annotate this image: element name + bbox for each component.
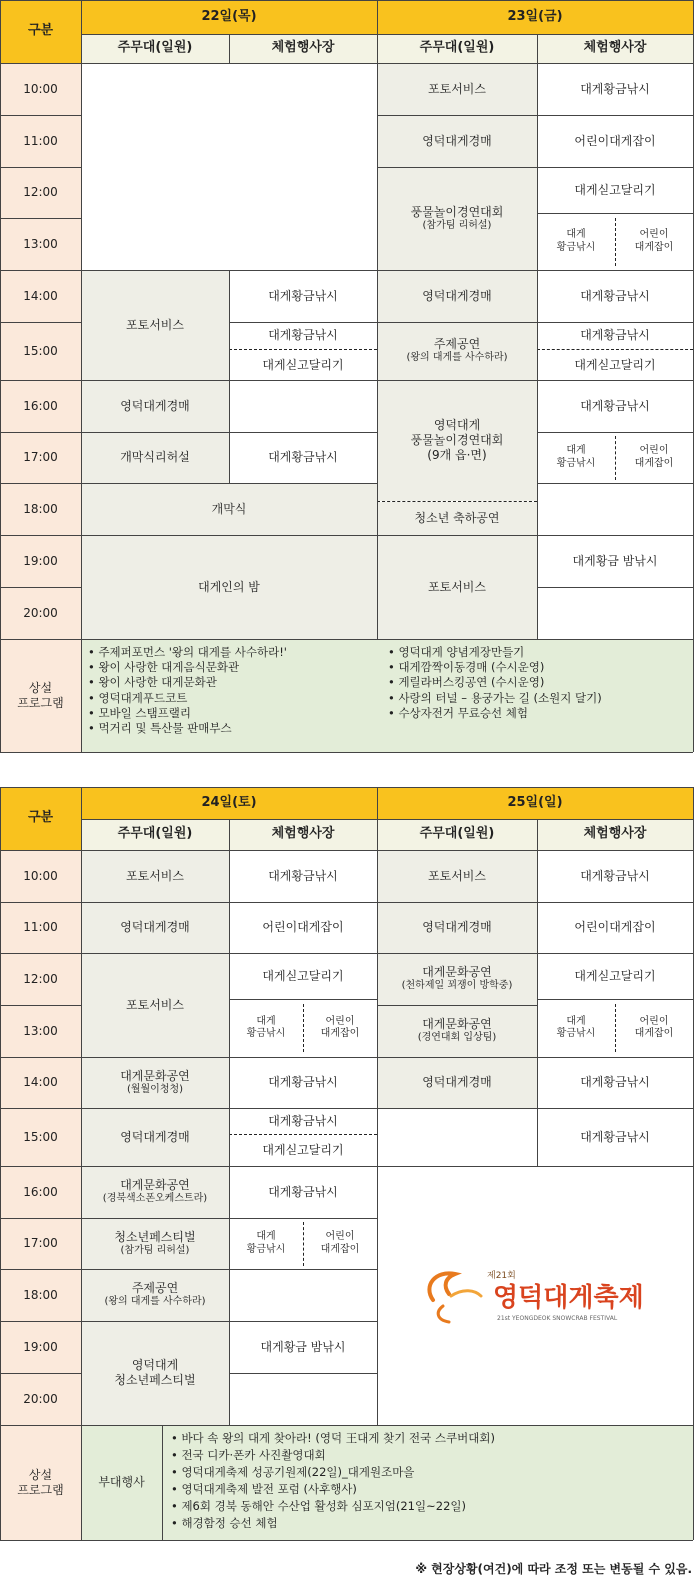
column-header-experience: 체험행사장 [537,34,693,63]
event-theme-performance: 주제공연 (왕의 대게를 사수하라) [377,322,537,380]
event-photo-service: 포토서비스 [377,535,537,639]
list-item: • 먹거리 및 특산물 판매부스 [88,721,232,736]
list-item: • 영덕대게축제 발전 포럼 (사후행사) [171,1482,357,1496]
event-photo-service: 포토서비스 [81,270,229,380]
list-item: • 모바일 스탬프랠리 [88,705,191,720]
event-crab-auction: 영덕대게경매 [377,1057,537,1108]
list-item: • 대게깜짝이동경매 (수시운영) [388,660,545,675]
empty-slot [229,1269,377,1321]
event-kids-crab-catch: 어린이 대게잡이 [303,1218,377,1269]
list-item: • 주제퍼포먼스 '왕의 대게를 사수하라!' [88,645,287,659]
empty-slot [377,1108,537,1166]
permanent-program-list [88,645,287,736]
event-kids-crab-catch: 어린이 대게잡이 [615,999,693,1057]
list-item: • 영덕대게푸드코트 [88,690,188,705]
event-golden-fishing: 대게황금낚시 [229,432,377,483]
list-item: • 게릴라버스킹공연 (수시운영) [388,675,545,690]
event-kids-crab-catch: 어린이 대게잡이 [615,213,693,270]
schedule-table-2 [0,787,700,1557]
permanent-program-label: 상설 프로그램 [0,639,81,752]
event-crab-race: 대게싣고달리기 [537,953,693,999]
list-item: • 왕이 사랑한 대게문화관 [88,675,217,690]
column-header-experience: 체험행사장 [229,819,377,850]
empty-slot [229,1373,377,1425]
time-cell: 18:00 [0,1269,81,1321]
divider [537,349,693,350]
event-culture-performance: 대게문화공연 (월월이청청) [81,1057,229,1108]
event-kids-crab-catch: 어린이대게잡이 [537,902,693,953]
event-youth-festival: 영덕대게 청소년페스티벌 [81,1321,229,1425]
time-cell: 20:00 [0,587,81,639]
time-cell: 10:00 [0,63,81,115]
time-cell: 20:00 [0,1373,81,1425]
permanent-program-list [171,1430,495,1532]
event-pungmul-contest: 영덕대게 풍물놀이경연대회 (9개 읍·면) [377,380,537,501]
empty-slot [537,587,693,639]
event-opening-ceremony: 개막식 [81,483,377,535]
event-crab-race: 대게싣고달리기 [537,350,693,380]
list-item: • 해경함정 승선 체험 [171,1516,278,1530]
event-golden-fishing: 대게황금낚시 [229,850,377,902]
divider [303,1004,304,1052]
event-crab-auction: 영덕대게경매 [81,1108,229,1166]
event-golden-fishing: 대게 황금낚시 [537,213,615,270]
event-photo-service: 포토서비스 [81,953,229,1057]
list-item: • 수상자전거 무료승선 체험 [388,705,528,720]
event-golden-fishing: 대게황금낚시 [229,1057,377,1108]
empty-slot [229,380,377,432]
event-youth-performance: 청소년 축하공연 [377,502,537,535]
schedule-table-1 [0,0,700,752]
time-cell: 10:00 [0,850,81,902]
time-cell: 14:00 [0,270,81,322]
event-golden-fishing: 대게황금낚시 [229,322,377,349]
event-crab-race: 대게싣고달리기 [229,1135,377,1166]
event-golden-fishing: 대게황금낚시 [537,850,693,902]
event-golden-fishing: 대게황금낚시 [537,1057,693,1108]
time-cell: 19:00 [0,535,81,587]
event-golden-fishing: 대게황금낚시 [537,380,693,432]
event-crab-auction: 영덕대게경매 [377,902,537,953]
event-golden-fishing: 대게 황금낚시 [229,1218,303,1269]
time-cell: 12:00 [0,953,81,1005]
event-kids-crab-catch: 어린이대게잡이 [229,902,377,953]
logo-subtitle: 21st YEONGDEOK SNOWCRAB FESTIVAL [497,1314,618,1322]
event-kids-crab-catch: 어린이 대게잡이 [303,999,377,1057]
day-header: 25일(일) [377,787,693,819]
time-cell: 15:00 [0,322,81,380]
day-header: 24일(토) [81,787,377,819]
column-header-experience: 체험행사장 [537,819,693,850]
event-culture-performance: 대게문화공연 (천하제일 꾀쟁이 방학중) [377,953,537,1005]
divider [303,1222,304,1266]
event-opening-rehearsal: 개막식리허설 [81,432,229,483]
footnote: ※ 현장상황(여건)에 따라 조정 또는 변동될 수 있음. [415,1562,692,1576]
list-item: • 바다 속 왕의 대게 찾아라! (영덕 王대게 찾기 전국 스쿠버대회) [171,1431,495,1445]
time-cell: 13:00 [0,1005,81,1057]
event-golden-fishing: 대게황금낚시 [537,1108,693,1166]
logo-title: 영덕대게축제 [493,1282,644,1313]
column-header-main-stage: 주무대(일원) [377,34,537,63]
time-cell: 17:00 [0,1218,81,1269]
time-cell: 16:00 [0,380,81,432]
event-golden-fishing: 대게황금낚시 [229,1108,377,1134]
divider [229,349,377,350]
list-item: • 영덕대게 양념게장만들기 [388,645,525,659]
header-label: 구분 [0,0,81,63]
list-item: • 사랑의 터널 – 용궁가는 길 (소원지 달기) [388,690,602,705]
header-label: 구분 [0,787,81,850]
time-cell: 14:00 [0,1057,81,1108]
event-night-fishing: 대게황금 밤낚시 [229,1321,377,1373]
time-cell: 15:00 [0,1108,81,1166]
event-crab-race: 대게싣고달리기 [537,167,693,213]
event-photo-service: 포토서비스 [377,63,537,115]
festival-logo [377,1166,693,1425]
divider [615,436,616,480]
event-crab-race: 대게싣고달리기 [229,350,377,380]
event-youth-festival: 청소년페스티벌 (참가팀 리허설) [81,1218,229,1269]
event-crab-auction: 영덕대게경매 [81,380,229,432]
list-item: • 전국 디카·폰카 사진촬영대회 [171,1448,326,1462]
time-cell: 11:00 [0,115,81,167]
event-culture-performance: 대게문화공연 (경북색소폰오케스트라) [81,1166,229,1218]
event-crab-race: 대게싣고달리기 [229,953,377,999]
divider [229,1134,377,1135]
event-theme-performance: 주제공연 (왕의 대게를 사수하라) [81,1269,229,1321]
permanent-program-list [388,645,602,721]
divider [615,218,616,266]
event-crab-auction: 영덕대게경매 [377,270,537,322]
event-night-fishing: 대게황금 밤낚시 [537,535,693,587]
list-item: • 영덕대게축제 성공기원제(22일)_대게원조마을 [171,1465,415,1479]
event-crab-night: 대게인의 밤 [81,535,377,639]
crab-logo-icon [415,1256,655,1336]
event-golden-fishing: 대게황금낚시 [537,270,693,322]
logo-edition: 제21회 [487,1270,516,1281]
time-cell: 19:00 [0,1321,81,1373]
column-header-experience: 체험행사장 [229,34,377,63]
event-crab-auction: 영덕대게경매 [81,902,229,953]
column-header-main-stage: 주무대(일원) [377,819,537,850]
event-golden-fishing: 대게황금낚시 [537,63,693,115]
event-crab-auction: 영덕대게경매 [377,115,537,167]
event-golden-fishing: 대게 황금낚시 [229,999,303,1057]
event-kids-crab-catch: 어린이 대게잡이 [615,432,693,483]
divider [615,1004,616,1052]
side-events-label: 부대행사 [81,1425,162,1540]
event-photo-service: 포토서비스 [377,850,537,902]
event-golden-fishing: 대게황금낚시 [537,322,693,349]
time-cell: 18:00 [0,483,81,535]
column-header-main-stage: 주무대(일원) [81,819,229,850]
event-photo-service: 포토서비스 [81,850,229,902]
event-culture-performance: 대게문화공연 (경연대회 입상팀) [377,1005,537,1057]
time-cell: 11:00 [0,902,81,953]
event-golden-fishing: 대게 황금낚시 [537,432,615,483]
event-kids-crab-catch: 어린이대게잡이 [537,115,693,167]
event-golden-fishing: 대게황금낚시 [229,270,377,322]
empty-slot [81,63,377,270]
time-cell: 16:00 [0,1166,81,1218]
day-header: 22일(목) [81,0,377,34]
permanent-program-label: 상설 프로그램 [0,1425,81,1540]
event-golden-fishing: 대게황금낚시 [229,1166,377,1218]
divider [377,501,537,502]
list-item: • 왕이 사랑한 대게음식문화관 [88,660,240,675]
time-cell: 12:00 [0,167,81,218]
column-header-main-stage: 주무대(일원) [81,34,229,63]
event-pungmul-contest: 풍물놀이경연대회 (참가팀 리허설) [377,167,537,270]
day-header: 23일(금) [377,0,693,34]
time-cell: 13:00 [0,218,81,270]
list-item: • 제6회 경북 동해안 수산업 활성화 심포지엄(21일~22일) [171,1499,466,1513]
event-golden-fishing: 대게 황금낚시 [537,999,615,1057]
empty-slot [537,483,693,535]
time-cell: 17:00 [0,432,81,483]
